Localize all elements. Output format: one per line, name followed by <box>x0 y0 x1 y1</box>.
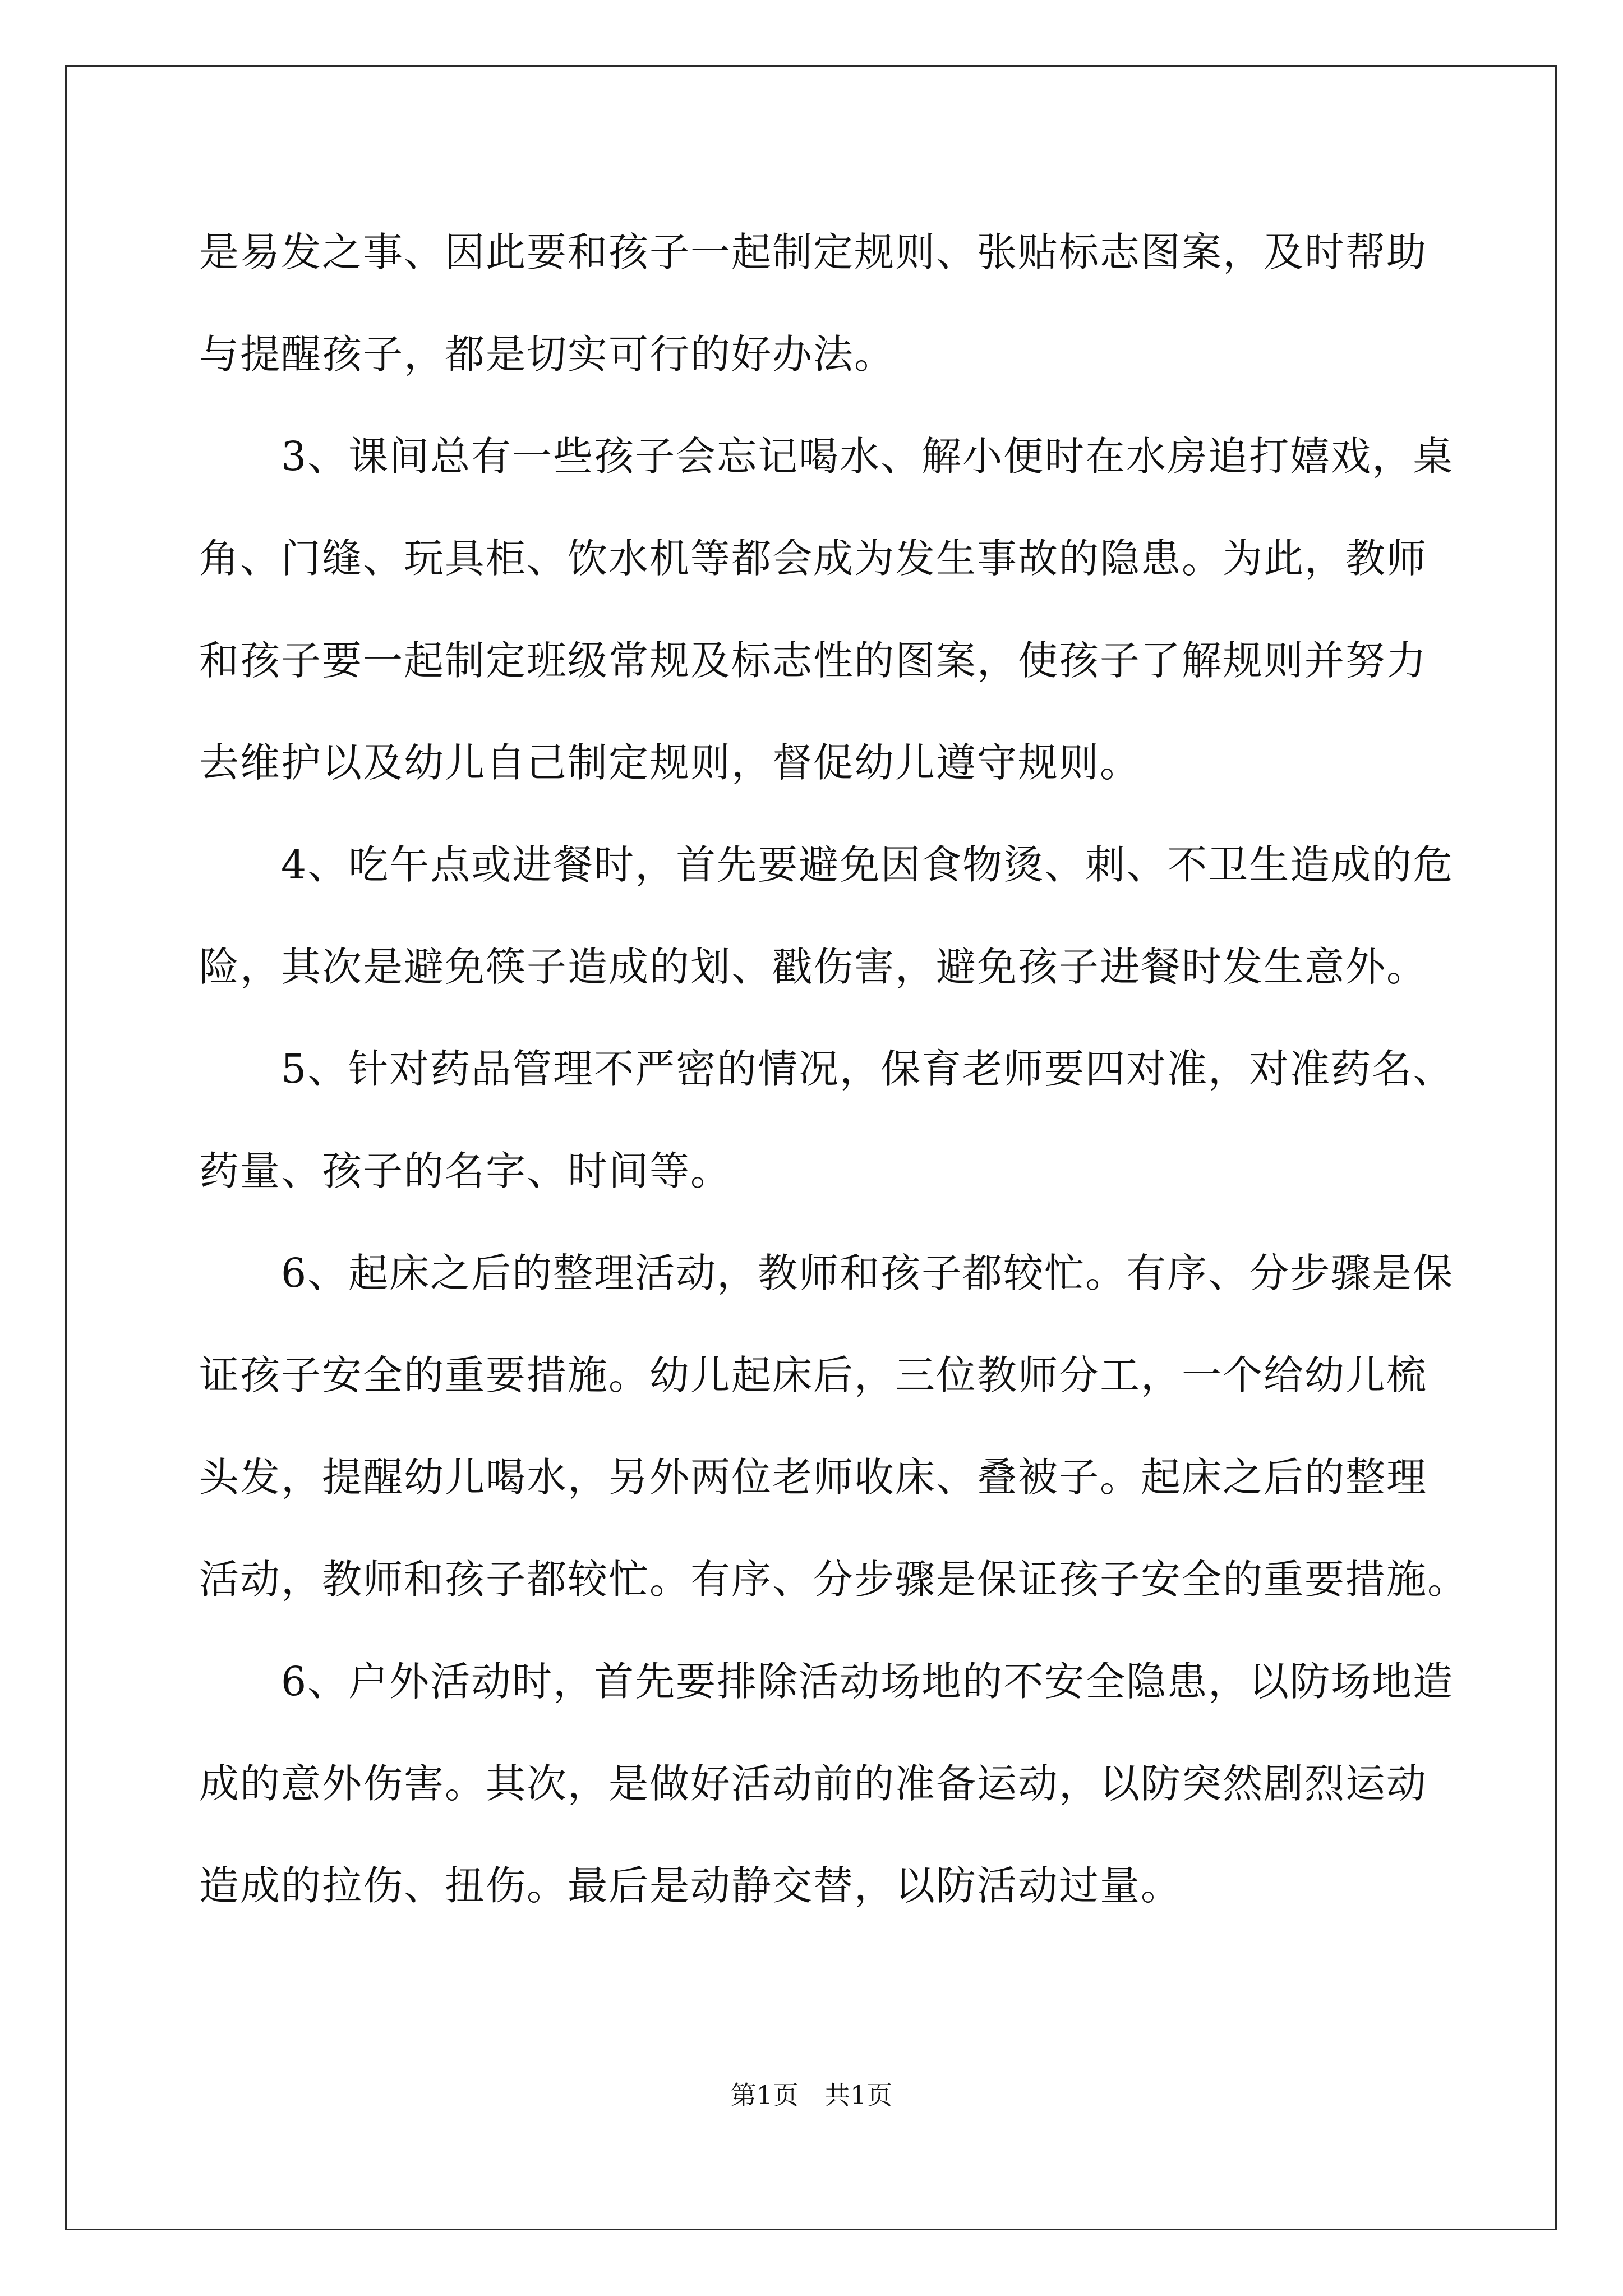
text-line: 角、门缝、玩具柜、饮水机等都会成为发生事故的隐患。为此，教师 <box>199 535 1428 582</box>
text-line: 是易发之事、因此要和孩子一起制定规则、张贴标志图案，及时帮助 <box>199 229 1428 275</box>
text-line: 证孩子安全的重要措施。幼儿起床后，三位教师分工，一个给幼儿梳 <box>199 1352 1428 1398</box>
text-line: 造成的拉伤、扭伤。最后是动静交替，以防活动过量。 <box>199 1862 1182 1909</box>
text-line: 去维护以及幼儿自己制定规则，督促幼儿遵守规则。 <box>199 739 1141 786</box>
text-line: 4、吃午点或进餐时，首先要避免因食物烫、刺、不卫生造成的危 <box>199 841 1454 888</box>
text-line: 6、户外活动时，首先要排除活动场地的不安全隐患，以防场地造 <box>199 1658 1454 1705</box>
document-body <box>199 219 1469 1954</box>
text-line: 与提醒孩子，都是切实可行的好办法。 <box>199 331 896 378</box>
text-line: 和孩子要一起制定班级常规及标志性的图案，使孩子了解规则并努力 <box>199 637 1428 684</box>
text-line: 活动，教师和孩子都较忙。有序、分步骤是保证孩子安全的重要措施。 <box>199 1556 1469 1603</box>
page-number-footer: 第1页 共1页 <box>730 2080 893 2110</box>
text-line: 药量、孩子的名字、时间等。 <box>199 1148 732 1194</box>
text-line: 6、起床之后的整理活动，教师和孩子都较忙。有序、分步骤是保 <box>199 1250 1454 1296</box>
text-line: 成的意外伤害。其次，是做好活动前的准备运动，以防突然剧烈运动 <box>199 1760 1428 1807</box>
text-line: 5、针对药品管理不严密的情况，保育老师要四对准，对准药名、 <box>199 1046 1454 1092</box>
text-line: 险，其次是避免筷子造成的划、戳伤害，避免孩子进餐时发生意外。 <box>199 944 1428 990</box>
text-line: 头发，提醒幼儿喝水，另外两位老师收床、叠被子。起床之后的整理 <box>199 1454 1428 1501</box>
text-line: 3、课间总有一些孩子会忘记喝水、解小便时在水房追打嬉戏，桌 <box>199 433 1454 480</box>
